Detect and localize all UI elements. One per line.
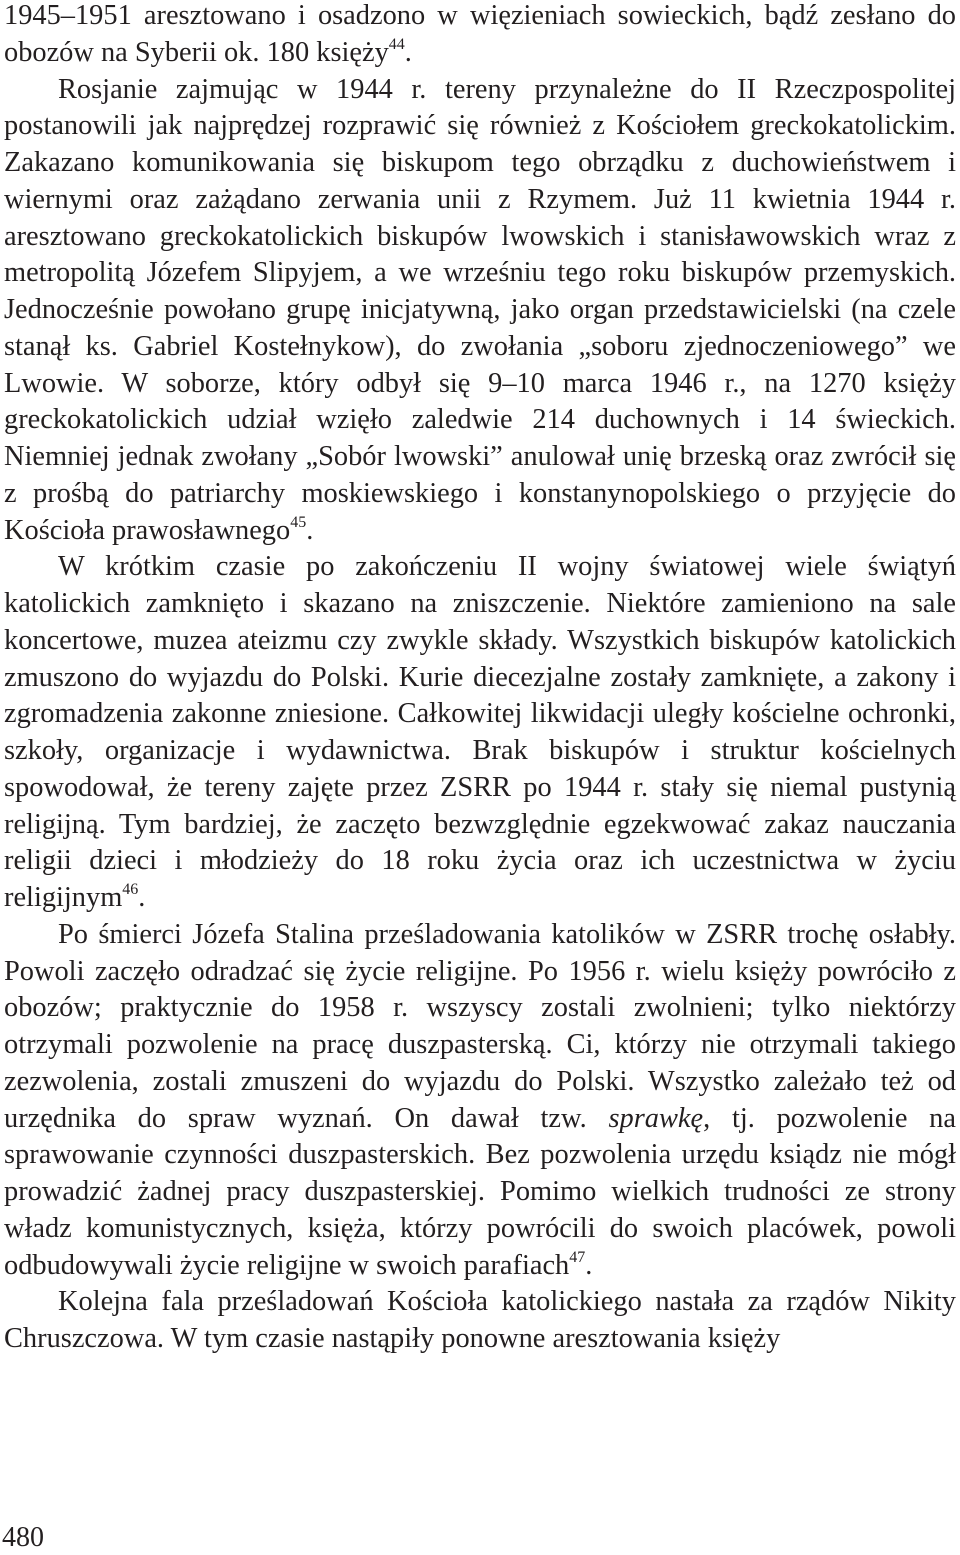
text-run: W krótkim czasie po zakończeniu II wojny światowej wiele świątyń katolickich zamknięto i skazano na zniszczenie. Niektóre zamieniono na sale koncertowe, muzea ateizmu czy zwykle składy. Wszystkich biskupów katolickich zmuszono do wyjazdu do Polski. Kurie diecezjalne zostały zamknięte, a zakony i zgromadzenia zakonne zniesione. Całkowitej likwidacji uległy kościelne ochronki, szkoły, organizacje i wydawnictwa. Brak biskupów i struktur kościelnych spowodował, że tereny zajęte przez ZSRR po 1944 r. stały się niemal pustynią religijną. Tym bardziej, że zaczęto bezwzględnie egzekwować zakaz nauczania religii dzieci i młodzieży do 18 roku życia oraz ich uczestnictwa w życiu religijnym bbox=[4, 551, 956, 913]
text-run: Kolejna fala prześladowań Kościoła katolickiego nastała za rządów Nikity Chruszczowa. W tym czasie nastąpiły ponowne aresztowania księży bbox=[4, 1286, 956, 1354]
page-number: 480 bbox=[2, 1522, 44, 1553]
text-run: . bbox=[404, 36, 412, 68]
text-run: . bbox=[306, 514, 314, 546]
page-body bbox=[4, 0, 956, 1358]
text-run: . bbox=[138, 882, 146, 913]
text-run: 1945–1951 aresztowano i osadzono w więzieniach sowieckich, bądź zesłano do obozów na Syberii ok. 180 księży bbox=[4, 0, 956, 68]
text-run: Po śmierci Józefa Stalina prześladowania katolików w ZSRR trochę osłabły. Powoli zaczęło odradzać się życie religijne. Po 1956 r. wielu księży powróciło z obozów; praktycznie do 1958 r. wszyscy zostali zwolnieni; tylko niektórzy otrzymali pozwolenie na pracę duszpasterską. Ci, którzy nie otrzymali takiego zezwolenia, zostali zmuszeni do wyjazdu do Polski. Wszystko zależało też od urzędnika do spraw wyznań. On dawał tzw. bbox=[4, 918, 956, 1134]
paragraph-post-war-closures bbox=[4, 549, 956, 917]
footnote-ref-44[interactable]: 44 bbox=[388, 35, 405, 53]
footnote-ref-47[interactable]: 47 bbox=[569, 1248, 586, 1266]
italic-term-sprawke: sprawkę bbox=[608, 1102, 704, 1134]
text-run: Rosjanie zajmując w 1944 r. tereny przynależne do II Rzeczpospolitej postanowili jak najprędzej rozprawić się również z Kościołem greckokatolickim. Zakazano komunikowania się biskupom tego obrządku z duchowieństwem i wiernymi oraz zażądano zerwania unii z Rzymem. Już 11 kwietnia 1944 r. aresztowano greckokatolickich biskupów lwowskich i stanisławowskich wraz z metropolitą Józefem Slipyjem, a we wrześniu tego roku biskupów przemyskich. Jednocześnie powołano grupę inicjatywną, jako organ przedstawicielski (na czele stanął ks. Gabriel Kostełnykow), do zwołania „soboru zjednoczeniowego” we Lwowie. W soborze, który odbył się 9–10 marca 1946 r., na 1270 księży greckokatolickich udział wzięło zaledwie 214 duchownych i 14 świeckich. Niemniej jednak zwołany „Sobór lwowski” anulował unię brzeską oraz zwrócił się z prośbą do patriarchy moskiewskiego i konstanynopolskiego o przyjęcie do Kościoła prawosławnego bbox=[4, 73, 956, 546]
paragraph-khrushchev-era bbox=[4, 1284, 956, 1358]
paragraph-continuation bbox=[4, 0, 956, 72]
text-run: , tj. pozwolenie na sprawowanie czynności duszpasterskich. Bez pozwolenia urzędu ksiądz nie mógł prowadzić żadnej pracy duszpasterskiej. Pomimo wielkich trudności ze strony władz komunistycznych, księża, którzy powrócili do swoich placówek, powoli odbudowywali życie religijne w swoich parafiach bbox=[4, 1102, 956, 1281]
text-run: . bbox=[585, 1249, 593, 1281]
footnote-ref-46[interactable]: 46 bbox=[122, 881, 139, 898]
paragraph-greek-catholic-church bbox=[4, 72, 956, 550]
paragraph-after-stalin bbox=[4, 917, 956, 1285]
footnote-ref-45[interactable]: 45 bbox=[290, 513, 307, 531]
